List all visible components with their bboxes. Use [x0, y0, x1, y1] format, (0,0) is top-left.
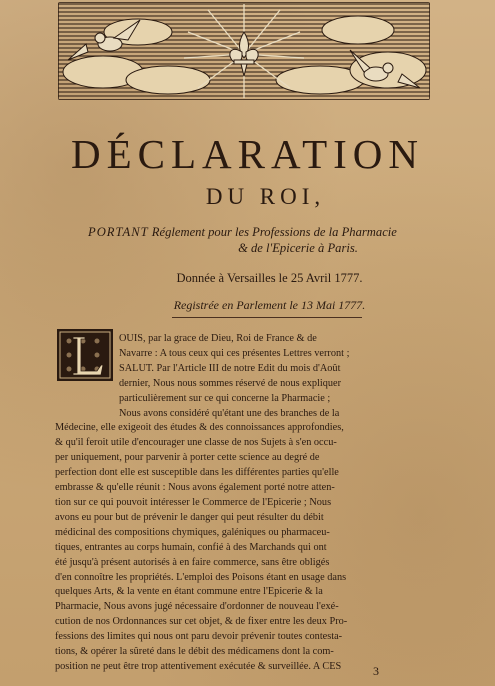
page-title: DÉCLARATION — [71, 131, 424, 177]
body-line: médicinal des compositions chymiques, galéniques ou pharmaceu- — [55, 526, 330, 538]
body-line: particulièrement sur ce qui concerne la Pharmacie ; — [119, 392, 331, 404]
registered-date: Registrée en Parlement le 13 Mai 1777. — [173, 298, 366, 312]
body-line: perfection dont elle est susceptible dans les différentes parties qu'elle — [55, 467, 339, 479]
body-line: avons eu pour but de prévenir le danger qui peut résulter du débit — [55, 511, 324, 523]
body-line: fessions des limites qui nous ont paru devoir prévenir toutes contesta- — [55, 631, 343, 643]
portant-line-2: & de l'Epicerie à Paris. — [238, 241, 358, 255]
portant-lead: PORTANT — [88, 225, 149, 239]
body-line: tion sur ce qui pouvoit intéresser le Commerce de l'Epicerie ; Nous — [55, 496, 332, 508]
engraved-banner-ornament — [58, 2, 430, 100]
given-at-date: Donnée à Versailles le 25 Avril 1777. — [176, 271, 363, 285]
body-line: Navarre : A tous ceux qui ces présentes Lettres verront ; — [119, 347, 350, 359]
portant-text: Réglement pour les Professions de la Pharmacie — [148, 225, 397, 239]
body-line: Nous avons considéré qu'étant une des branches de la — [119, 407, 340, 419]
body-line: cution de nos Ordonnances sur cet objet, & de fixer entre les deux Pro- — [55, 616, 348, 628]
body-line: SALUT. Par l'Article III de notre Edit du mois d'Août — [119, 362, 341, 374]
body-line: d'en connoître les propriétés. L'emploi des Poisons étant en usage dans — [55, 571, 347, 583]
body-line: per uniquement, pour parvenir à porter cette science au degré de — [55, 452, 320, 464]
body-line: embrasse & qu'elle réunit : Nous avons également porté notre atten- — [55, 482, 335, 494]
decree-summary — [88, 224, 468, 256]
page-subtitle: DU ROI, — [205, 184, 326, 209]
body-line: été jusqu'à présent autorisés à en faire commerce, sans être obligés — [55, 556, 330, 568]
body-line: Pharmacie, Nous avons jugé nécessaire d'ordonner de nouveau l'exé- — [55, 601, 339, 613]
body-line: dernier, Nous nous sommes réservé de nous expliquer — [119, 377, 342, 389]
body-line: OUIS, par la grace de Dieu, Roi de France & de — [119, 333, 317, 344]
body-line: & qu'il feroit utile d'encourager une classe de nos Sujets à s'en occu- — [55, 437, 337, 449]
body-line: tiques, entrantes au corps humain, confié à des Marchands qui ont — [55, 541, 327, 553]
page-number: 3 — [373, 664, 379, 678]
body-line: Médecine, elle exigeoit des études & des connoissances approfondies, — [55, 422, 344, 434]
body-line: quelques Arts, & la vente en étant commune entre l'Epicerie & la — [55, 586, 323, 598]
divider-rule — [172, 317, 362, 318]
body-line: tions, & opérer la sûreté dans le débit des médicamens dont la com- — [55, 646, 334, 658]
decree-body — [55, 332, 472, 675]
body-line: position ne peut être trop attentivement exécutée & surveillée. A CES — [55, 660, 342, 672]
